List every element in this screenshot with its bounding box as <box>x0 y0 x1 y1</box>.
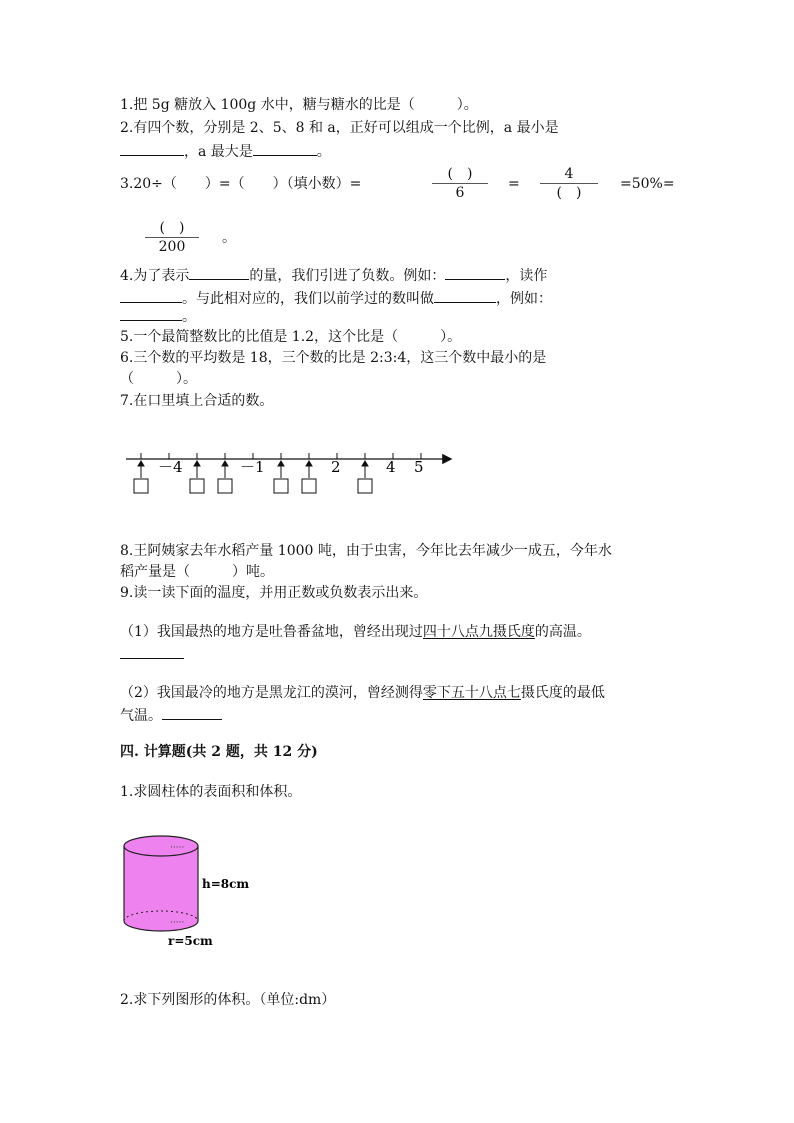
question-9-part-1-text: （1）我国最热的地方是吐鲁番盆地，曾经出现过 <box>120 624 423 640</box>
answer-box[interactable] <box>358 479 372 493</box>
question-6-text-2: （ ）。 <box>120 371 197 387</box>
question-1 <box>120 95 478 115</box>
question-9-part-2-text-2: 气温。 <box>120 708 162 724</box>
answer-blank[interactable] <box>189 265 249 280</box>
question-4-text-e: ，例如： <box>496 291 552 307</box>
answer-box[interactable] <box>302 479 316 493</box>
radius-label: r=5cm <box>168 934 213 948</box>
tick-label-4: 4 <box>386 458 396 476</box>
answer-box[interactable] <box>134 479 148 493</box>
fraction-bar <box>145 237 199 238</box>
number-line-ticks <box>141 453 421 459</box>
percent-value: =50%= <box>620 176 675 192</box>
section-title-text: 四. 计算题(共 2 题，共 12 分) <box>120 744 318 760</box>
question-2-mid: ，a 最大是 <box>184 144 253 160</box>
underlined-temperature: 零下五十八点七 <box>422 685 521 701</box>
calc-question-1 <box>120 782 301 802</box>
answer-blank[interactable] <box>120 644 184 659</box>
question-9-part-2-text: （2）我国最冷的地方是黑龙江的漠河，曾经测得 <box>120 685 423 701</box>
question-4-line-3 <box>120 306 196 327</box>
question-2-end: 。 <box>316 144 331 160</box>
tick-label-2: 2 <box>331 458 341 476</box>
question-4-text-f: 。 <box>182 309 196 325</box>
fraction-3-denominator: 200 <box>158 239 186 255</box>
answer-blank[interactable] <box>445 265 505 280</box>
answer-blank[interactable] <box>120 288 182 303</box>
equals-text: = <box>508 176 520 192</box>
question-9-part-1-end: 的高温。 <box>534 624 591 640</box>
fraction-1-denominator: 6 <box>455 185 465 201</box>
tick-label-minus-1: －1 <box>240 458 265 476</box>
number-line <box>0 440 794 500</box>
question-9-part-2-end: 摄氏度的最低 <box>520 685 605 701</box>
question-4-text-a: 4.为了表示 <box>120 268 190 284</box>
tick-label-minus-4: －4 <box>158 458 183 476</box>
equals-sign <box>508 174 520 194</box>
answer-blank[interactable] <box>120 306 182 321</box>
question-4-text-b: 的量，我们引进了负数。例如： <box>249 268 446 284</box>
question-7-text: 7.在口里填上合适的数。 <box>120 393 274 409</box>
question-6-line-1 <box>120 348 546 368</box>
dots-decoration: ····· <box>170 918 185 928</box>
fraction-1 <box>432 166 488 201</box>
question-9 <box>120 583 427 603</box>
answer-blank[interactable] <box>253 141 317 156</box>
question-8-text: 8.王阿姨家去年水稻产量 1000 吨，由于虫害，今年比去年减少一成五，今年水 <box>120 543 612 559</box>
dots-decoration: ····· <box>170 843 185 853</box>
question-9-part-1 <box>120 622 591 642</box>
question-3-text: 3.20÷（ ）=（ ）（填小数）= <box>120 176 362 192</box>
answer-box[interactable] <box>274 479 288 493</box>
question-4-line-1 <box>120 265 547 286</box>
cylinder-top <box>124 836 198 856</box>
height-label: h=8cm <box>202 877 250 891</box>
fraction-3-numerator[interactable]: ( ) <box>159 220 185 236</box>
question-4-text-c: ，读作 <box>505 268 548 284</box>
tick-label-5: 5 <box>414 458 424 476</box>
question-2-line-2 <box>120 141 331 162</box>
answer-blank[interactable] <box>120 141 184 156</box>
question-6-text: 6.三个数的平均数是 18，三个数的比是 2:3:4，这三个数中最小的是 <box>120 350 547 366</box>
question-4-text-d: 。与此相对应的，我们以前学过的数叫做 <box>182 291 434 307</box>
question-3-end <box>222 228 236 248</box>
question-8-line-1 <box>120 541 612 561</box>
period-text: 。 <box>222 230 236 246</box>
question-3-prefix <box>120 174 361 194</box>
question-9-part-2-line-2 <box>120 705 222 726</box>
question-5-text: 5.一个最简整数比的比值是 1.2，这个比是（ ）。 <box>120 329 462 345</box>
fraction-2-denominator[interactable]: ( ) <box>556 185 582 201</box>
question-2-text: 2.有四个数，分别是 2、5、8 和 a，正好可以组成一个比例，a 最小是 <box>120 120 559 136</box>
question-8-line-2 <box>120 562 274 582</box>
calc-question-2 <box>120 990 335 1010</box>
fraction-bar <box>432 183 488 184</box>
question-1-text: 1.把 5g 糖放入 100g 水中，糖与糖水的比是（ ）。 <box>120 97 478 113</box>
underlined-temperature: 四十八点九摄氏度 <box>422 624 535 640</box>
fraction-bar <box>540 183 598 184</box>
question-2-line-1 <box>120 118 559 138</box>
fraction-2-numerator: 4 <box>564 166 574 182</box>
calc-question-2-text: 2.求下列图形的体积。（单位:dm） <box>120 992 336 1008</box>
question-7 <box>120 391 273 411</box>
cylinder-body <box>124 846 198 931</box>
question-9-text: 9.读一读下面的温度，并用正数或负数表示出来。 <box>120 585 428 601</box>
fraction-2 <box>540 166 598 201</box>
section-4-title <box>120 742 318 762</box>
question-6-line-2 <box>120 369 197 389</box>
percent-text <box>620 174 675 194</box>
question-8-text-2: 稻产量是（ ）吨。 <box>120 564 274 580</box>
answer-blank[interactable] <box>434 288 496 303</box>
fraction-1-numerator[interactable]: ( ) <box>447 166 473 182</box>
calc-question-1-text: 1.求圆柱体的表面积和体积。 <box>120 784 302 800</box>
fraction-3 <box>145 220 199 255</box>
question-5 <box>120 327 461 347</box>
cylinder-figure <box>110 832 270 952</box>
answer-box[interactable] <box>218 479 232 493</box>
question-9-part-1-blank <box>120 644 184 665</box>
question-9-part-2 <box>120 683 605 703</box>
answer-box[interactable] <box>190 479 204 493</box>
answer-blank[interactable] <box>162 705 222 720</box>
